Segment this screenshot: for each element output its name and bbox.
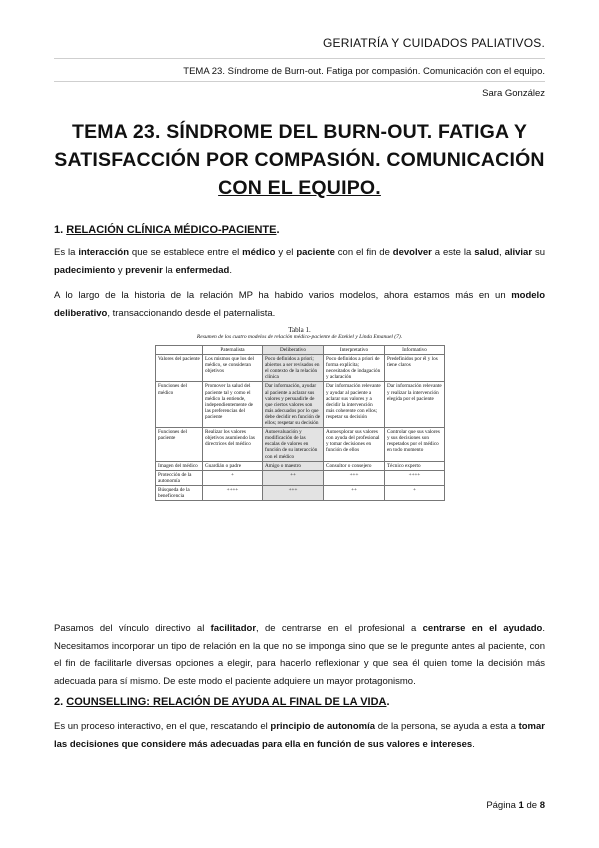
section-trail: .	[386, 696, 390, 708]
page-number: Página 1 de 8	[486, 800, 545, 811]
page-title	[54, 118, 545, 202]
table-cell: Técnico experto	[385, 461, 445, 470]
section-number: 1.	[54, 224, 64, 236]
table-cell: ++++	[203, 485, 263, 500]
table-cell: Dar información, ayudar al paciente a aclarar sus valores y persuadirle de que ciertos valores son más adecuados por lo que debe decidir en función de ellos; respetar su decisión	[263, 382, 324, 428]
table-cell: +++	[324, 470, 385, 485]
paragraph-counselling: Es un proceso interactivo, en el que, rescatando el principio de autonomía de la persona, se ayuda a esta a tomar las decisiones que considere más adecuadas para ella en función de sus valores e intereses.	[54, 721, 545, 750]
table-header-row	[156, 346, 445, 355]
topic-header: TEMA 23. Síndrome de Burn-out. Fatiga por compasión. Comunicación con el equipo.	[183, 66, 545, 77]
table-cell: Poco definidos a priori de forma explícita; necesitados de indagación y aclaración	[324, 355, 385, 382]
table-cell: Consultor o consejero	[324, 461, 385, 470]
table-cell: ++	[263, 470, 324, 485]
models-table-figure	[155, 326, 444, 501]
table-cell: +	[385, 485, 445, 500]
paragraph-definition: Es la interacción que se establece entre el médico y el paciente con el fin de devolver a este la salud, aliviar su padecimiento y prevenir la enfermedad.	[54, 247, 545, 276]
header-divider	[54, 58, 545, 59]
table-cell: Controlar que sus valores y sus decisiones son respetados por el médico en todo momento	[385, 428, 445, 461]
table-header-cell: Interpretativo	[324, 346, 385, 355]
table-cell: ++++	[385, 470, 445, 485]
table-cell: Autoexplorar sus valores con ayuda del profesional y tomar decisiones en función de ellos	[324, 428, 385, 461]
row-label: Funciones del médico	[156, 382, 203, 428]
section-trail: .	[276, 224, 280, 236]
paragraph-facilitator: Pasamos del vínculo directivo al facilitador, de centrarse en el profesional a centrarse en el ayudado. Necesitamos incorporar un tipo de relación en la que no se imponga sino que se le pregunte antes al paciente, con el fin de facilitarle diversas opciones a elegir, para hacerlo reflexionar y que sea él quien tome la decisión más adecuada para sí mismo. De este modo el paciente adquiere un mayor protagonismo.	[54, 623, 545, 687]
table-caption: Tabla 1.	[288, 326, 311, 334]
header-divider	[54, 81, 545, 82]
table-header-cell	[156, 346, 203, 355]
table-cell: Amigo o maestro	[263, 461, 324, 470]
table-cell: Realizar los valores objetivos asumiendo las directrices del médico	[203, 428, 263, 461]
table-cell: Autoevaluación y modificación de las escalas de valores en función de su interacción con el médico	[263, 428, 324, 461]
row-label: Imagen del médico	[156, 461, 203, 470]
title-line: TEMA 23. SÍNDROME DEL BURN-OUT. FATIGA Y	[71, 121, 528, 143]
table-row	[156, 485, 445, 500]
table-row	[156, 355, 445, 382]
table-row	[156, 470, 445, 485]
table-cell: Dar información relevante y realizar la intervención elegida por el paciente	[385, 382, 445, 428]
models-table	[155, 345, 445, 501]
table-cell: Predefinidos por él y los tiene claros	[385, 355, 445, 382]
table-subcaption: Resumen de los cuatro modelos de relación médico-paciente de Ezekiel y Linda Emanuel (7).	[196, 334, 403, 340]
title-line: CON EL EQUIPO.	[218, 177, 381, 199]
table-cell: +	[203, 470, 263, 485]
section-title: RELACIÓN CLÍNICA MÉDICO-PACIENTE	[66, 224, 277, 236]
table-header-cell: Informativo	[385, 346, 445, 355]
row-label: Protección de la autonomía	[156, 470, 203, 485]
section-heading-1	[54, 224, 545, 236]
table-cell: Los mismos que los del médico, se consideran objetivos	[203, 355, 263, 382]
table-row	[156, 428, 445, 461]
title-line: SATISFACCIÓN POR COMPASIÓN. COMUNICACIÓN	[54, 149, 545, 171]
paragraph-models: A lo largo de la historia de la relación MP ha habido varios modelos, ahora estamos más en un modelo deliberativo, transaccionando desde el paternalista.	[54, 290, 545, 319]
course-header: GERIATRÍA Y CUIDADOS PALIATIVOS.	[322, 36, 545, 50]
section-number: 2.	[54, 696, 64, 708]
row-label: Búsqueda de la beneficencia	[156, 485, 203, 500]
table-cell: ++	[324, 485, 385, 500]
table-cell: Dar información relevante y ayudar al paciente a aclarar sus valores y a decidir la intervención más coherente con ellos; respetar su decisión	[324, 382, 385, 428]
table-cell: +++	[263, 485, 324, 500]
table-row	[156, 461, 445, 470]
row-label: Funciones del paciente	[156, 428, 203, 461]
author-header: Sara González	[482, 88, 545, 99]
section-title: COUNSELLING: RELACIÓN DE AYUDA AL FINAL DE LA VIDA	[66, 696, 387, 708]
section-heading-2	[54, 696, 545, 708]
table-row	[156, 382, 445, 428]
table-cell: Guardián o padre	[203, 461, 263, 470]
table-header-cell: Paternalista	[203, 346, 263, 355]
table-cell: Poco definidos a priori; abiertos a ser revisados en el contexto de la relación clínica	[263, 355, 324, 382]
row-label: Valores del paciente	[156, 355, 203, 382]
table-header-cell: Deliberativo	[263, 346, 324, 355]
table-cell: Promover la salud del paciente tal y como el médico la entiende, independientemente de las preferencias del paciente	[203, 382, 263, 428]
